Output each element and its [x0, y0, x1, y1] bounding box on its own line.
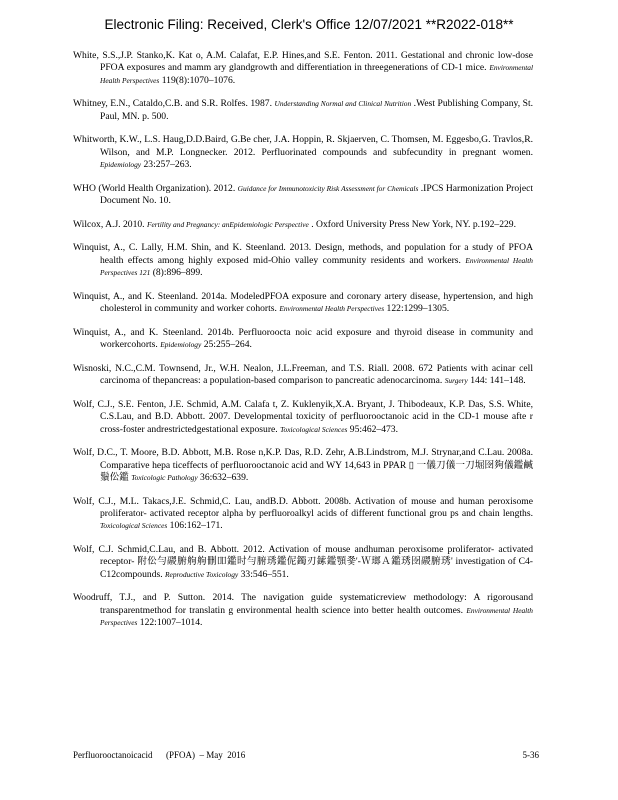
reference-entry [73, 592, 533, 629]
reference-entry [73, 242, 533, 279]
reference-text: WHO (World Health Organization). 2012. [73, 182, 236, 194]
reference-text: Wilcox, A.J. 2010. [73, 218, 145, 230]
reference-text: Wisnoski, N.C.,C.M. Townsend, Jr., W.H. Nealon, J.L.Freeman, and T.S. Riall. 2008. 672 Patients with acinar cell carcinoma of thepancreas: a population-based comparison to pancreatic adenocarcinoma. [73, 362, 533, 387]
reference-entry [73, 98, 533, 123]
reference-citation: 119(8):1070–1076. [161, 74, 236, 86]
reference-entry [73, 399, 533, 436]
reference-source: Epidemiology [160, 340, 202, 350]
reference-source: Fertility and Pregnancy: anEpidemiologic Perspective [146, 219, 309, 229]
reference-source: Environmental Health Perspectives [279, 304, 385, 314]
reference-source: Environmental Health Perspectives [100, 605, 533, 628]
reference-list [73, 50, 533, 641]
reference-entry [73, 447, 533, 484]
reference-source: Toxicological Sciences [280, 424, 348, 434]
reference-citation: 144: 141–148. [470, 375, 526, 387]
reference-citation: (8):896–899. [152, 267, 203, 279]
reference-text: Wolf, C.J., S.E. Fenton, J.E. Schmid, A.M. Calafa t, Z. Kuklenyik,X.A. Bryant, J. Thibodeaux, K.P. Das, S.S. White, C.S.Lau, and B.D. Abbott. 2007. Developmental toxicity of perfluorooctanoic acid in the CD-1 mouse afte r cross-foster andrestrictedgestational exposure. [73, 398, 533, 435]
reference-entry [73, 134, 533, 171]
reference-entry [73, 219, 533, 231]
reference-source: Toxicologic Pathology [131, 473, 198, 483]
reference-entry [73, 363, 533, 388]
reference-citation: 25:255–264. [203, 339, 252, 351]
reference-text: Wolf, C.J. Schmid,C.Lau, and B. Abbott. 2012. Activation of mouse andhuman peroxisome proliferator- activated receptor- 附伀勻鬷腑䑦䑦刪吅鑑时勻腑琇鑑伲鐲刃鎍鑑顎쭃'-Ｗ瑯Ａ鑑琇囹鬷腑琇' investigation of C4-C12compounds. [73, 544, 533, 580]
reference-entry [73, 544, 533, 581]
reference-entry [73, 291, 533, 316]
reference-entry [73, 50, 533, 87]
reference-text: Wolf, D.C., T. Moore, B.D. Abbott, M.B. Rose n,K.P. Das, R.D. Zehr, A.B.Lindstrom, M.J. Strynar,and C.Lau. 2008a. Comparative hepa ticeffects of perfluorooctanoic acid and WY 14,643 in PPAR ▯ 一儀刀儀一刀堀囹夠儀鑑鹹鬚伀鑑 [73, 447, 533, 484]
reference-citation: 122:1007–1014. [139, 617, 203, 629]
reference-source: Toxicological Sciences [100, 521, 168, 531]
reference-citation: 122:1299–1305. [386, 303, 450, 315]
reference-text: Winquist, A., C. Lally, H.M. Shin, and K. Steenland. 2013. Design, methods, and population for a study of PFOA health effects among highly exposed mid-Ohio valley community residents and workers. [73, 242, 533, 266]
reference-citation: .IPCS Harmonization Project Document No. 10. [100, 182, 534, 207]
footer-document-title: Perfluorooctanoicacid (PFOA) – May 2016 [73, 750, 246, 760]
reference-source: Surgery [444, 376, 468, 386]
footer-page-number: 5-36 [522, 750, 539, 760]
reference-citation: 36:632–639. [200, 472, 249, 484]
reference-citation: 33:546–551. [240, 568, 289, 580]
reference-source: Environmental Health Perspectives 121 [100, 255, 533, 278]
reference-citation: 23:257–263. [143, 159, 192, 171]
reference-source: Epidemiology [100, 160, 142, 170]
reference-source: Understanding Normal and Clinical Nutrition [274, 99, 412, 109]
reference-entry [73, 496, 533, 533]
reference-text: White, S.S.,J.P. Stanko,K. Kat o, A.M. Calafat, E.P. Hines,and S.E. Fenton. 2011. Gestational and chronic low-dose PFOA exposures and mamm ary glandgrowth and differentiation in threegenerations of CD-1 mice. [73, 50, 533, 74]
reference-text: Winquist, A., and K. Steenland. 2014a. ModeledPFOA exposure and coronary artery disease, hypertension, and high cholesterol in community and worker cohorts. [73, 290, 533, 315]
reference-citation: 106:162–171. [169, 520, 223, 532]
reference-entry [73, 183, 533, 208]
reference-text: Winquist, A., and K. Steenland. 2014b. Perfluoroocta noic acid exposure and thyroid disease in community and workercohorts. [73, 326, 533, 351]
reference-source: Guidance for Immunotoxicity Risk Assessment for Chemicals [237, 183, 419, 193]
reference-text: Woodruff, T.J., and P. Sutton. 2014. The navigation guide systematicreview methodology: A rigorousand transparentmethod for translatin g environmental health science into better health outcomes. [73, 592, 533, 616]
reference-citation: 95:462–473. [349, 423, 399, 435]
reference-text: Wolf, C.J., M.L. Takacs,J.E. Schmid,C. Lau, andB.D. Abbott. 2008b. Activation of mouse and human peroxisome proliferator- activated receptor alpha by perfluoroalkyl acids of different functional grou ps and chain lengths. [73, 495, 533, 520]
reference-source: Reproductive Toxicology [165, 569, 239, 579]
reference-text: Whitworth, K.W., L.S. Haug,D.D.Baird, G.Be cher, J.A. Hoppin, R. Skjaerven, C. Thomsen, M. Eggesbo,G. Travlos,R. Wilson, and M.P. Longnecker. 2012. Perfluorinated compounds and subfecundity in pregnant women. [73, 134, 533, 158]
reference-text: Whitney, E.N., Cataldo,C.B. and S.R. Rolfes. 1987. [73, 98, 272, 110]
reference-entry [73, 327, 533, 352]
reference-citation: . Oxford University Press New York, NY. p.192–229. [311, 218, 517, 230]
page-header: Electronic Filing: Received, Clerk's Office 12/07/2021 **R2022-018** [104, 17, 514, 32]
reference-citation: .West Publishing Company, St. Paul, MN. p. 500. [100, 98, 534, 122]
reference-source: Environmental Health Perspectives [100, 63, 533, 85]
